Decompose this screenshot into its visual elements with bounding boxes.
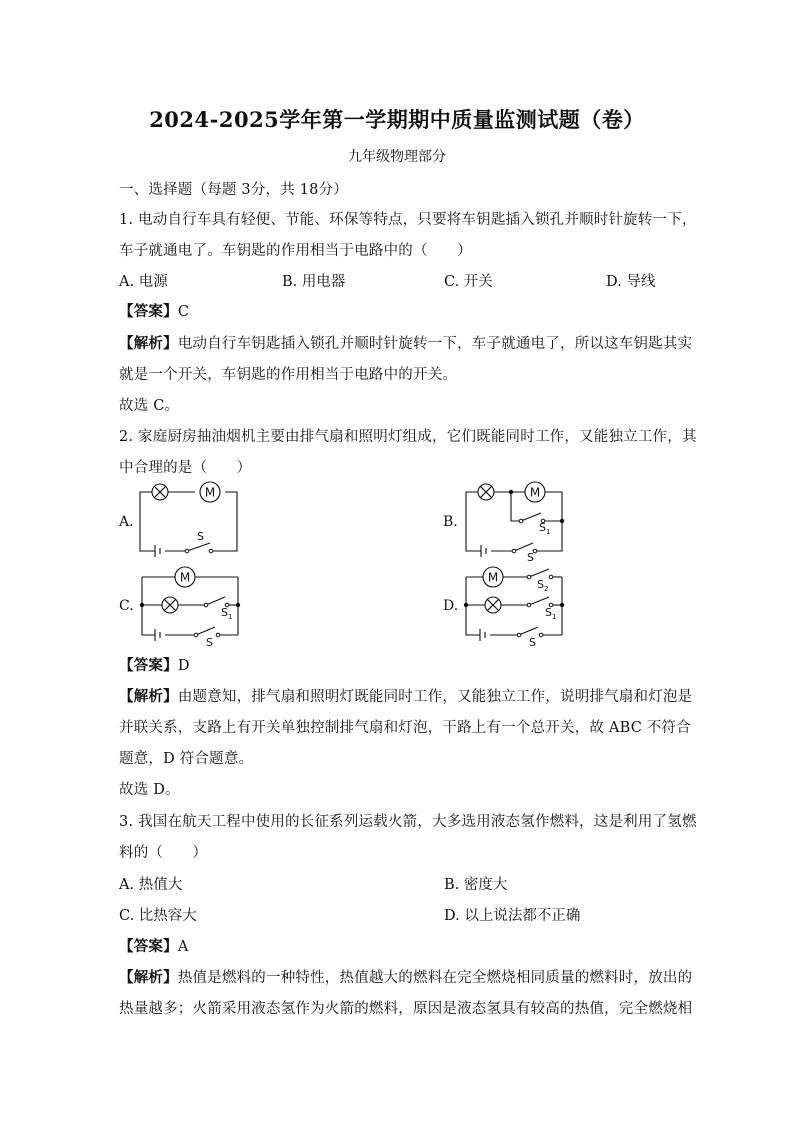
answer-value: A xyxy=(177,939,189,955)
q1-conclusion: 故选 C。 xyxy=(119,398,180,414)
circuit-diagram-d xyxy=(459,563,569,648)
q3-stem-line1: 3. 我国在航天工程中使用的长征系列运载火箭，大多选用液态氢作燃料，这是利用了氢燃 xyxy=(119,814,697,830)
q3-option-c: C. 比热容大 xyxy=(119,908,197,924)
analysis-tag: 【解析】 xyxy=(119,969,178,986)
q1-option-a: A. 电源 xyxy=(119,274,168,290)
analysis-tag: 【解析】 xyxy=(119,688,178,705)
q1-stem-line2: 车子就通电了。车钥匙的作用相当于电路中的（ ） xyxy=(119,243,472,259)
motor-label: M xyxy=(204,485,216,500)
motor-label: M xyxy=(529,485,541,500)
switch-s1-label: $S_1$ xyxy=(545,606,557,621)
q3-stem-line2: 料的（ ） xyxy=(119,845,208,861)
circuit-diagram-b xyxy=(459,478,569,563)
q2-analysis-line1 xyxy=(119,685,692,706)
answer-value: D xyxy=(177,658,190,674)
q2-conclusion: 故选 D。 xyxy=(119,782,180,798)
q2-option-c-label: C. xyxy=(119,598,134,614)
circuit-diagram-a xyxy=(135,478,245,558)
analysis-text: 电动自行车钥匙插入锁孔并顺时针旋转一下，车子就通电了，所以这车钥匙其实 xyxy=(177,336,693,352)
analysis-text: 热值是燃料的一种特性，热值越大的燃料在完全燃烧相同质量的燃料时，放出的 xyxy=(177,970,693,986)
page-subtitle: 九年级物理部分 xyxy=(348,149,446,165)
q1-analysis-line1 xyxy=(119,332,692,353)
q1-option-d: D. 导线 xyxy=(606,274,656,290)
q2-option-b-label: B. xyxy=(443,514,458,530)
q3-option-b: B. 密度大 xyxy=(444,877,508,893)
q2-analysis-line2: 并联关系，支路上有开关单独控制排气扇和灯泡，干路上有一个总开关，故 ABC 不符合 xyxy=(119,720,691,736)
switch-label: S xyxy=(197,530,204,543)
q1-stem-line1: 1. 电动自行车具有轻便、节能、环保等特点，只要将车钥匙插入锁孔并顺时针旋转一下， xyxy=(119,212,697,228)
analysis-tag: 【解析】 xyxy=(119,335,178,352)
q1-analysis-line2: 就是一个开关，车钥匙的作用相当于电路中的开关。 xyxy=(119,367,458,383)
q3-analysis-line2: 热量越多；火箭采用液态氢作为火箭的燃料，原因是液态氢具有较高的热值，完全燃烧相 xyxy=(119,1001,693,1017)
switch-s2-label: $S_2$ xyxy=(537,578,549,593)
q2-analysis-line3: 题意，D 符合题意。 xyxy=(119,751,254,767)
answer-tag: 【答案】 xyxy=(119,303,178,320)
q2-option-d-label: D. xyxy=(443,598,459,614)
q3-option-a: A. 热值大 xyxy=(119,877,183,893)
page-title: 2024-2025学年第一学期期中质量监测试题（卷） xyxy=(149,107,645,132)
q3-analysis-line1 xyxy=(119,966,692,987)
q2-stem-line1: 2. 家庭厨房抽油烟机主要由排气扇和照明灯组成，它们既能同时工作，又能独立工作，其 xyxy=(119,429,697,445)
q2-answer xyxy=(119,654,190,675)
switch-label: S xyxy=(529,636,536,649)
circuit-diagram-c xyxy=(135,563,245,648)
switch-s1-label: $S_1$ xyxy=(539,521,551,536)
answer-value: C xyxy=(177,304,190,320)
motor-label: M xyxy=(179,570,191,585)
q3-answer xyxy=(119,935,188,956)
q1-answer xyxy=(119,300,189,321)
answer-tag: 【答案】 xyxy=(119,938,178,955)
switch-s1-label: $S_1$ xyxy=(221,606,233,621)
motor-label: M xyxy=(487,570,499,585)
section-heading: 一、选择题（每题 3分，共 18分） xyxy=(119,182,348,198)
answer-tag: 【答案】 xyxy=(119,657,178,674)
q2-stem-line2: 中合理的是（ ） xyxy=(119,460,252,476)
q2-option-a-label: A. xyxy=(119,514,134,530)
switch-label: S xyxy=(527,551,534,564)
q1-option-b: B. 用电器 xyxy=(282,274,346,290)
analysis-text: 由题意知，排气扇和照明灯既能同时工作，又能独立工作，说明排气扇和灯泡是 xyxy=(177,689,693,705)
switch-label: S xyxy=(206,636,213,649)
q3-option-d: D. 以上说法都不正确 xyxy=(444,908,581,924)
q1-option-c: C. 开关 xyxy=(444,274,493,290)
